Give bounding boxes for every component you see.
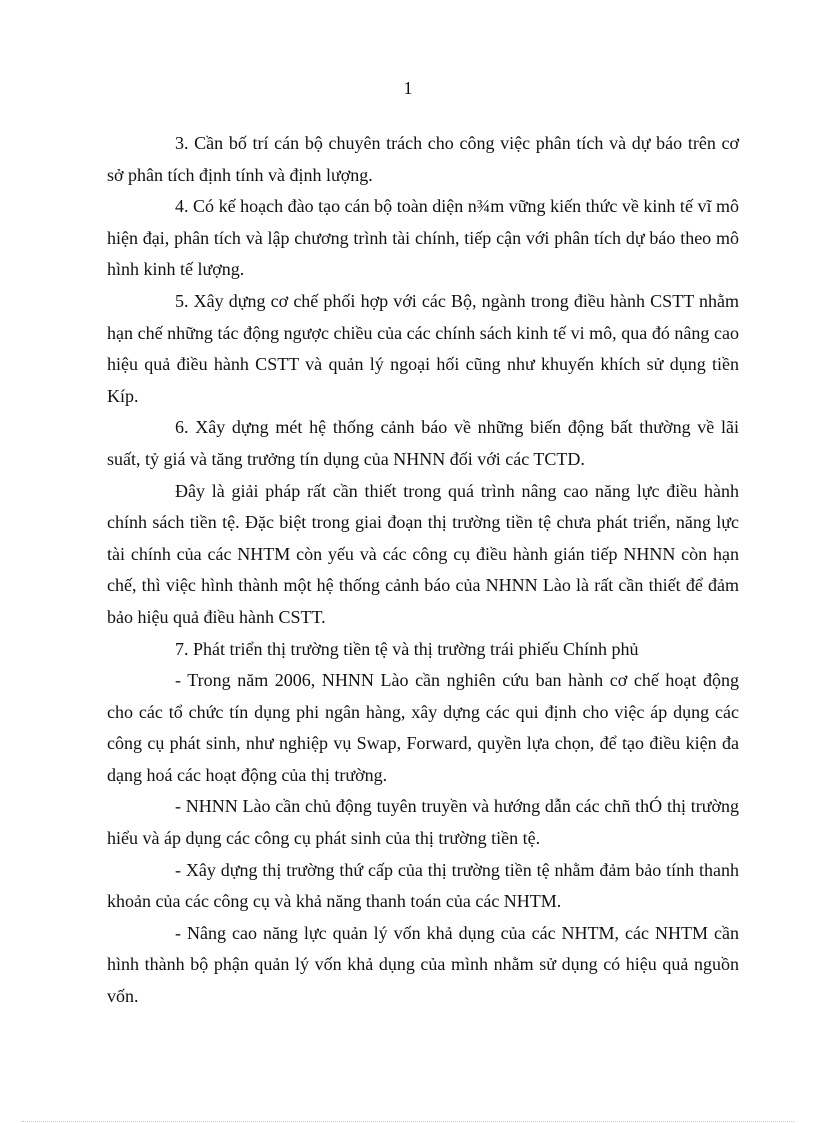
bullet-liquidity-management: - Nâng cao năng lực quản lý vốn khả dụng của các NHTM, các NHTM cần hình thành bộ phận quản lý vốn khả dụng của mình nhằm sử dụng có hiệu quả nguồn vốn. xyxy=(107,922,739,1007)
paragraph-item-7-heading: 7. Phát triển thị trường tiền tệ và thị trường trái phiếu Chính phủ xyxy=(175,638,639,659)
page-bottom-divider xyxy=(22,1121,794,1122)
paragraph-item-4: 4. Có kế hoạch đào tạo cán bộ toàn diện n¾m vững kiến thức về kinh tế vĩ mô hiện đại, phân tích và lập chương trình tài chính, tiếp cận với phân tích dự báo theo mô hình kinh tế lượng. xyxy=(107,196,739,280)
paragraph-warning-system: Đây là giải pháp rất cần thiết trong quá trình nâng cao năng lực điều hành chính sách tiền tệ. Đặc biệt trong giai đoạn thị trường tiền tệ chưa phát triển, năng lực tài chính của các NHTM còn yếu và các công cụ điều hành gián tiếp NHNN còn hạn chế, thì việc hình thành một hệ thống cảnh báo của NHNN Lào là rất cần thiết để đảm bảo hiệu quả điều hành CSTT. xyxy=(107,480,739,627)
page-number: 1 xyxy=(403,78,413,98)
bullet-secondary-market: - Xây dựng thị trường thứ cấp của thị trường tiền tệ nhằm đảm bảo tính thanh khoản của các công cụ và khả năng thanh toán của các NHTM. xyxy=(107,859,739,912)
document-body xyxy=(107,128,739,1013)
paragraph-item-3: 3. Cần bố trí cán bộ chuyên trách cho công việc phân tích và dự báo trên cơ sở phân tích định tính và định lượng. xyxy=(107,133,739,185)
paragraph-item-6: 6. Xây dựng mét hệ thống cảnh báo về những biến động bất thường về lãi suất, tỷ giá và tăng trưởng tín dụng của NHNN đối với các TCTD. xyxy=(107,417,739,469)
bullet-propaganda-guidance: - NHNN Lào cần chủ động tuyên truyền và hướng dẫn các chñ thÓ thị trường hiểu và áp dụng các công cụ phát sinh của thị trường tiền tệ. xyxy=(107,796,739,849)
bullet-non-bank-credit: - Trong năm 2006, NHNN Lào cần nghiên cứu ban hành cơ chế hoạt động cho các tổ chức tín dụng phi ngân hàng, xây dựng các qui định cho việc áp dụng các công cụ phát sinh, như nghiệp vụ Swap, Forward, quyền lựa chọn, để tạo điều kiện đa dạng hoá các hoạt động của thị trường. xyxy=(107,670,739,785)
paragraph-item-5: 5. Xây dựng cơ chế phối hợp với các Bộ, ngành trong điều hành CSTT nhằm hạn chế những tác động ngược chiều của các chính sách kinh tế vi mô, qua đó nâng cao hiệu quả điều hành CSTT và quản lý ngoại hối cũng như khuyến khích sử dụng tiền Kíp. xyxy=(107,290,739,406)
